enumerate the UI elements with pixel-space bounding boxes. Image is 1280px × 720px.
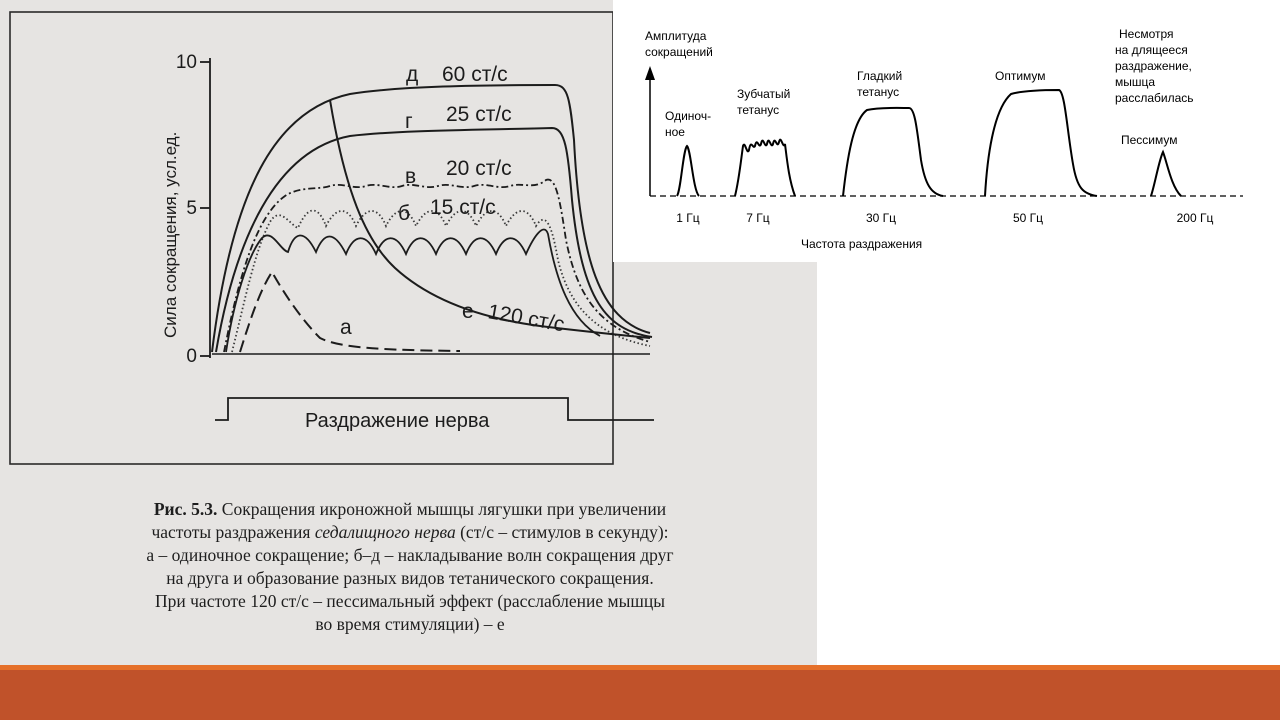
- caption-line-4: на друга и образование разных видов тетанического сокращения.: [166, 568, 654, 588]
- label-pessimum: Пессимум: [1121, 133, 1178, 147]
- label-smooth-2: тетанус: [857, 85, 900, 99]
- label-note-4: мышца: [1115, 75, 1156, 89]
- freq-label-1hz: 1 Гц: [676, 211, 700, 225]
- y-tick-label-0: 0: [186, 346, 197, 367]
- caption-line-2b: седалищного нерва: [314, 522, 456, 542]
- trace-optimum: [985, 90, 1097, 196]
- inset-y-label-2: сокращений: [645, 45, 713, 59]
- label-a: а: [340, 316, 352, 339]
- caption-line-6: во время стимуляции) – е: [315, 614, 505, 634]
- label-single-2: ное: [665, 125, 685, 139]
- label-jagged-2: тетанус: [737, 103, 780, 117]
- footer-bar: [0, 670, 1280, 720]
- caption-line-3: а – одиночное сокращение; б–д – накладывание волн сокращения друг: [146, 545, 674, 565]
- inset-y-label-1: Амплитуда: [645, 29, 707, 43]
- caption-line-2c: (ст/с – стимулов в секунду):: [460, 522, 669, 542]
- caption-line-1: [30, 498, 790, 521]
- label-note-1: Несмотря: [1119, 27, 1174, 41]
- frequency-response-diagram: [613, 0, 1280, 262]
- inset-y-arrow: [645, 66, 655, 80]
- stimulus-label: Раздражение нерва: [305, 410, 490, 432]
- label-20: 20 ст/с: [446, 157, 512, 180]
- caption-figure-number: Рис. 5.3.: [153, 499, 218, 519]
- y-axis-label: Сила сокращения, усл.ед.: [161, 131, 180, 338]
- inset-x-axis-label: Частота раздражения: [801, 237, 923, 251]
- curve-g-25: [216, 128, 652, 352]
- freq-label-200hz: 200 Гц: [1176, 211, 1214, 225]
- label-smooth-1: Гладкий: [857, 69, 903, 83]
- label-e: е: [462, 300, 474, 323]
- label-v: в: [405, 165, 417, 188]
- freq-label-7hz: 7 Гц: [746, 211, 770, 225]
- y-tick-label-5: 5: [186, 198, 197, 219]
- label-60: 60 ст/с: [442, 63, 508, 86]
- trace-single-twitch: [677, 146, 699, 196]
- figure-caption: [30, 498, 790, 636]
- y-tick-label-10: 10: [175, 52, 197, 73]
- label-note-5: расслабилась: [1115, 91, 1194, 105]
- label-g: г: [405, 110, 413, 133]
- label-d: д: [406, 63, 419, 86]
- trace-pessimum: [1151, 152, 1181, 196]
- caption-line-5: При частоте 120 ст/с – пессимальный эффект (расслабление мышцы: [155, 591, 665, 611]
- label-120: 120 ст/с: [486, 300, 567, 337]
- caption-line-2a: частоты раздражения: [151, 522, 311, 542]
- caption-line-1-text: Сокращения икроножной мышцы лягушки при увеличении: [221, 499, 667, 519]
- trace-jagged-tetanus: [735, 140, 795, 196]
- caption-line-2: [30, 521, 790, 544]
- amplitude-frequency-svg: [613, 0, 1280, 262]
- label-b: б: [398, 202, 411, 225]
- label-optimum: Оптимум: [995, 69, 1046, 83]
- curve-scalloped-tetanus: [226, 230, 600, 352]
- curve-a-single: [240, 272, 460, 352]
- freq-label-50hz: 50 Гц: [1012, 211, 1044, 225]
- label-note-3: раздражение,: [1115, 59, 1192, 73]
- label-note-2: на длящееся: [1115, 43, 1188, 57]
- label-jagged-1: Зубчатый: [737, 87, 791, 101]
- trace-smooth-tetanus: [843, 108, 943, 196]
- freq-label-30hz: 30 Гц: [865, 211, 897, 225]
- label-single-1: Одиноч-: [665, 109, 712, 123]
- label-25: 25 ст/с: [446, 103, 512, 126]
- label-15: 15 ст/с: [430, 196, 496, 219]
- figure-frame: [10, 12, 613, 464]
